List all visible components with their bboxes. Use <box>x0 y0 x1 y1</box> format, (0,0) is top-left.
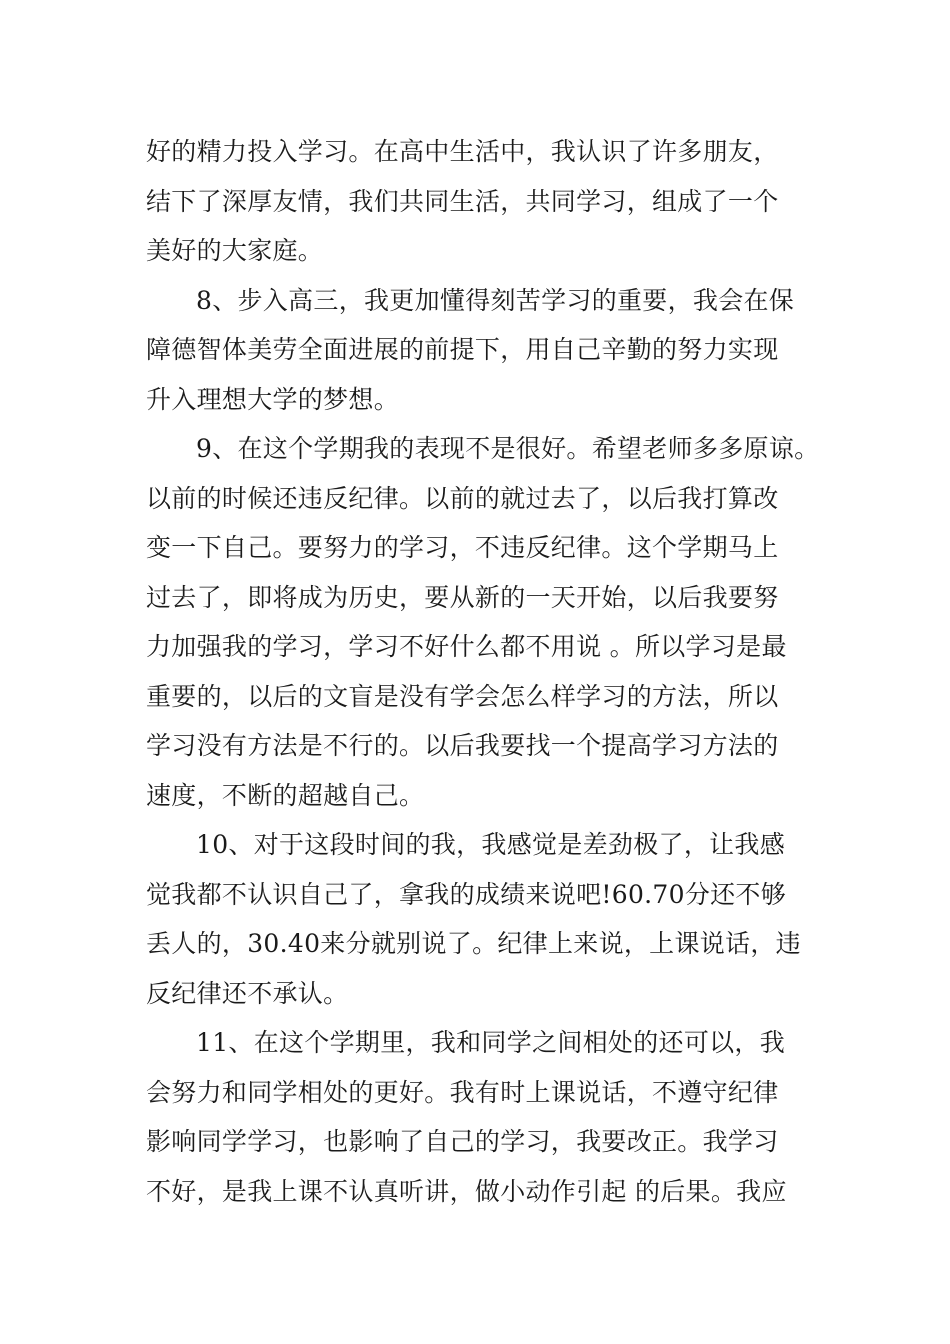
text-line: 美好的大家庭。 <box>146 236 324 265</box>
text-line: 障德智体美劳全面进展的前提下，用自己辛勤的努力实现 <box>146 335 779 364</box>
paragraph-first-line: 10、对于这段时间的我，我感觉是差劲极了，让我感 <box>196 830 786 859</box>
text-line: 会努力和同学相处的更好。我有时上课说话，不遵守纪律 <box>146 1078 779 1107</box>
text-line: 影响同学学习，也影响了自己的学习，我要改正。我学习 <box>146 1127 779 1156</box>
paragraph-first-line: 11、在这个学期里，我和同学之间相处的还可以，我 <box>196 1028 786 1057</box>
text-line: 重要的，以后的文盲是没有学会怎么样学习的方法，所以 <box>146 682 779 711</box>
text-line: 觉我都不认识自己了，拿我的成绩来说吧!60.70分还不够 <box>146 880 787 909</box>
text-line: 反纪律还不承认。 <box>146 979 349 1008</box>
text-line: 以前的时候还违反纪律。以前的就过去了，以后我打算改 <box>146 484 779 513</box>
text-line: 力加强我的学习，学习不好什么都不用说 。所以学习是最 <box>146 632 787 661</box>
paragraph-first-line: 8、步入高三，我更加懂得刻苦学习的重要，我会在保 <box>196 286 795 315</box>
text-line: 不好，是我上课不认真听讲，做小动作引起 的后果。我应 <box>146 1177 787 1206</box>
text-line: 结下了深厚友情，我们共同生活，共同学习，组成了一个 <box>146 187 779 216</box>
text-line: 升入理想大学的梦想。 <box>146 385 400 414</box>
text-line: 好的精力投入学习。在高中生活中，我认识了许多朋友， <box>146 137 779 166</box>
text-line: 丢人的，30.40来分就别说了。纪律上来说，上课说话，违 <box>146 929 801 958</box>
paragraph-first-line: 9、在这个学期我的表现不是很好。希望老师多多原谅。 <box>196 434 820 463</box>
text-line: 变一下自己。要努力的学习，不违反纪律。这个学期马上 <box>146 533 779 562</box>
text-line: 过去了，即将成为历史，要从新的一天开始，以后我要努 <box>146 583 779 612</box>
text-line: 学习没有方法是不行的。以后我要找一个提高学习方法的 <box>146 731 779 760</box>
text-line: 速度，不断的超越自己。 <box>146 781 425 810</box>
